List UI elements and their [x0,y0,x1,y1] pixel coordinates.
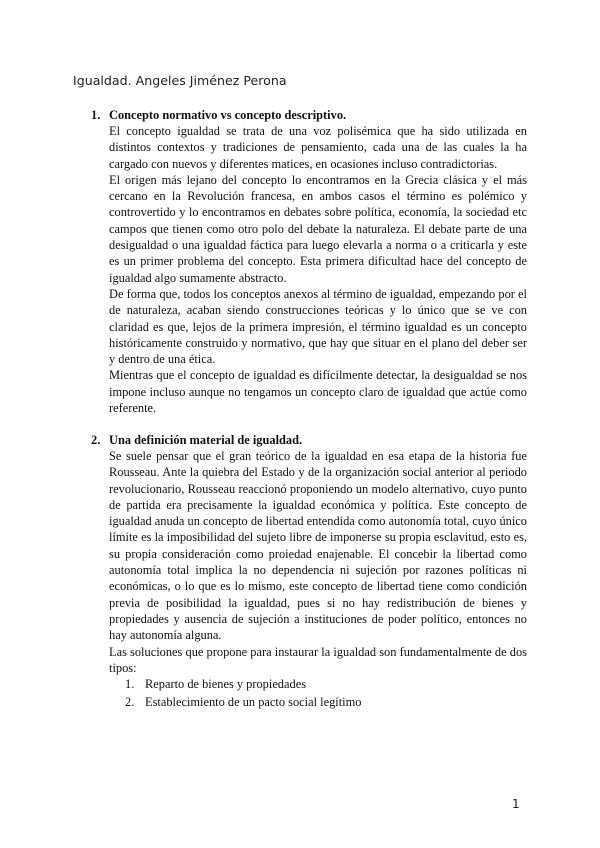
section-heading [91,432,527,448]
section-body [109,448,527,711]
paragraph: El concepto igualdad se trata de una voz polisémica que ha sido utilizada en distintos contextos y tradiciones de pensamiento, cada una de las cuales la ha cargado con nuevos y diferentes matices, en ocasiones incluso contradictorias. [109,124,527,171]
section-heading [91,107,527,123]
section-number: 2. [91,433,101,447]
section-heading-text: Concepto normativo vs concepto descriptivo. [109,108,347,122]
section-2 [91,432,527,711]
numbered-list [125,676,527,711]
list-item [125,694,527,712]
section-number: 1. [91,108,101,122]
paragraph: El origen más lejano del concepto lo encontramos en la Grecia clásica y el más cercano en la Revolución francesa, en ambos casos el término es polémico y controvertido y lo encontramos en debates sobre política, economía, la sociedad etc campos que tienen como otro polo del debate la naturaleza. El debate parte de una desigualdad o una igualdad fáctica para luego elevarla a norma o a criticarla y este es un primer problema del concepto. Esta primera dificultad hace del concepto de igualdad algo sumamente abstracto. [109,172,527,285]
paragraph: Mientras que el concepto de igualdad es difícilmente detectar, la desigualdad se nos impone incluso aunque no tengamos un concepto claro de igualdad que actúe como referente. [109,368,527,416]
section-heading-text: Una definición material de igualdad. [109,433,303,447]
paragraph: Se suele pensar que el gran teórico de la igualdad en esa etapa de la historia fue Rousseau. Ante la quiebra del Estado y de la organización social anterior al periodo revolucionario, Rousseau reaccionó proponiendo un modelo alternativo, cuyo punto de partida era precisamente la igualdad económica y política. Este concepto de igualdad anuda un concepto de libertad entendida como autonomía total, cuyo único límite es la imposibilidad del sujeto libre de imponerse su propia esclavitud, esto es, su propia consideración como proiedad enajenable. El concebir la libertad como autonomía total implica la no dependencia ni sujeción por razones políticas ni económicas, o lo que es lo mismo, este concepto de libertad tiene como condición previa de posibilidad la igualdad, pues si no hay redistribución de bienes y propiedades y ausencia de sujeción a instituciones de poder político, entonces no hay autonomía alguna. [109,449,527,643]
list-item-text: Establecimiento de un pacto social legítimo [145,694,362,709]
document-title: Igualdad. Angeles Jiménez Perona [73,73,287,88]
section-body [109,123,527,416]
list-item-number: 2. [125,694,135,709]
paragraph: Las soluciones que propone para instaurar la igualdad son fundamentalmente de dos tipos: [109,644,527,675]
list-item-text: Reparto de bienes y propiedades [145,677,307,692]
list-item [125,676,527,694]
paragraph: De forma que, todos los conceptos anexos al término de igualdad, empezando por el de naturaleza, acaban siendo construcciones teóricas y lo único que se ve con claridad es que, lejos de la primera impresión, el término igualdad es un concepto históricamente construido y normativo, que hay que situar en el plano del deber ser y dentro de una ética. [109,286,527,367]
page-number: 1 [512,797,520,811]
list-item-number: 1. [125,677,135,692]
section-1 [91,107,527,416]
